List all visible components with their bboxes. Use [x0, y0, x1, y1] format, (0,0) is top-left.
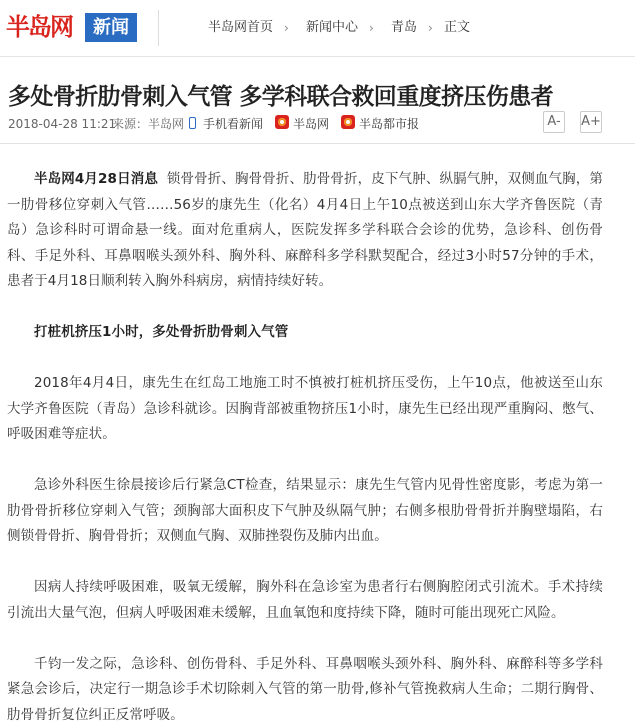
header-divider — [158, 10, 159, 46]
mobile-news-link[interactable]: 手机看新闻 — [203, 116, 263, 132]
breadcrumb-qingdao[interactable]: 青岛 — [391, 19, 417, 37]
font-decrease-button[interactable]: A- — [543, 111, 565, 133]
bandao-icon — [341, 115, 355, 129]
bandao-icon — [275, 115, 289, 129]
phone-icon — [189, 117, 196, 129]
lead-label: 半岛网4月28日消息 — [34, 171, 158, 187]
top-bar — [0, 0, 635, 56]
breadcrumb-separator: › — [284, 19, 289, 37]
bandao-link[interactable]: 半岛网 — [293, 116, 329, 132]
header-bottom-line — [0, 56, 635, 57]
meta-divider — [0, 143, 635, 144]
article-title: 多处骨折肋骨刺入气管 多学科联合救回重度挤压伤患者 — [8, 80, 553, 114]
paragraph-text: 锁骨骨折、胸骨骨折、肋骨骨折，皮下气肿、纵膈气肿，双侧血气胸，第一肋骨移位穿刺入气管……56岁的康先生（化名）4月4日上午10点被送到山东大学齐鲁医院（青岛）急诊科时可谓命悬一线。面对危重病人，医院发挥多学科联合会诊的优势，急诊科、创伤骨科、手足外科、耳鼻咽喉头颈外科、胸外科、麻醉科多学科默契配合，经过3小时57分钟的手术，患者于4月18日顺利转入胸外科病房，病情持续好转。 — [7, 171, 603, 289]
article-paragraph: 2018年4月4日，康先生在红岛工地施工时不慎被打桩机挤压受伤，上午10点，他被送至山东大学齐鲁医院（青岛）急诊科就诊。因胸背部被重物挤压1小时，康先生已经出现严重胸闷、憋气、呼吸困难等症状。 — [7, 371, 603, 448]
article-paragraph: 千钧一发之际，急诊科、创伤骨科、手足外科、耳鼻咽喉头颈外科、胸外科、麻醉科等多学科紧急会诊后，决定行一期急诊手术切除刺入气管的第一肋骨,修补气管挽救病人生命；二期行胸骨、肋骨骨折复位纠正反常呼吸。 — [7, 652, 603, 728]
breadcrumb-current: 正文 — [444, 19, 470, 37]
font-increase-button[interactable]: A+ — [580, 111, 602, 133]
article-paragraph: 因病人持续呼吸困难，吸氧无缓解，胸外科在急诊室为患者行右侧胸腔闭式引流术。手术持续引流出大量气泡，但病人呼吸困难未缓解，且血氧饱和度持续下降，随时可能出现死亡风险。 — [7, 575, 603, 626]
article-paragraph — [7, 167, 603, 295]
article-source: 来源：半岛网 — [112, 116, 184, 132]
section-badge[interactable]: 新闻 — [85, 13, 137, 42]
article-paragraph: 急诊外科医生徐晨接诊后行紧急CT检查，结果显示：康先生气管内见骨性密度影，考虑为第一肋骨骨折移位穿刺入气管；颈胸部大面积皮下气肿及纵隔气肿；右侧多根肋骨骨折并胸壁塌陷，右侧锁骨骨折、胸骨骨折；双侧血气胸、双肺挫裂伤及肺内出血。 — [7, 473, 603, 550]
breadcrumb-news-center[interactable]: 新闻中心 — [306, 19, 358, 37]
article-body — [7, 167, 603, 728]
article-date: 2018-04-28 11:21 — [8, 116, 116, 132]
bandao-daily-link[interactable]: 半岛都市报 — [359, 116, 419, 132]
breadcrumb-separator: › — [428, 19, 433, 37]
site-logo[interactable]: 半岛网 — [6, 12, 72, 42]
article-subheading: 打桩机挤压1小时，多处骨折肋骨刺入气管 — [7, 320, 603, 346]
breadcrumb-home[interactable]: 半岛网首页 — [208, 19, 273, 37]
breadcrumb-separator: › — [369, 19, 374, 37]
